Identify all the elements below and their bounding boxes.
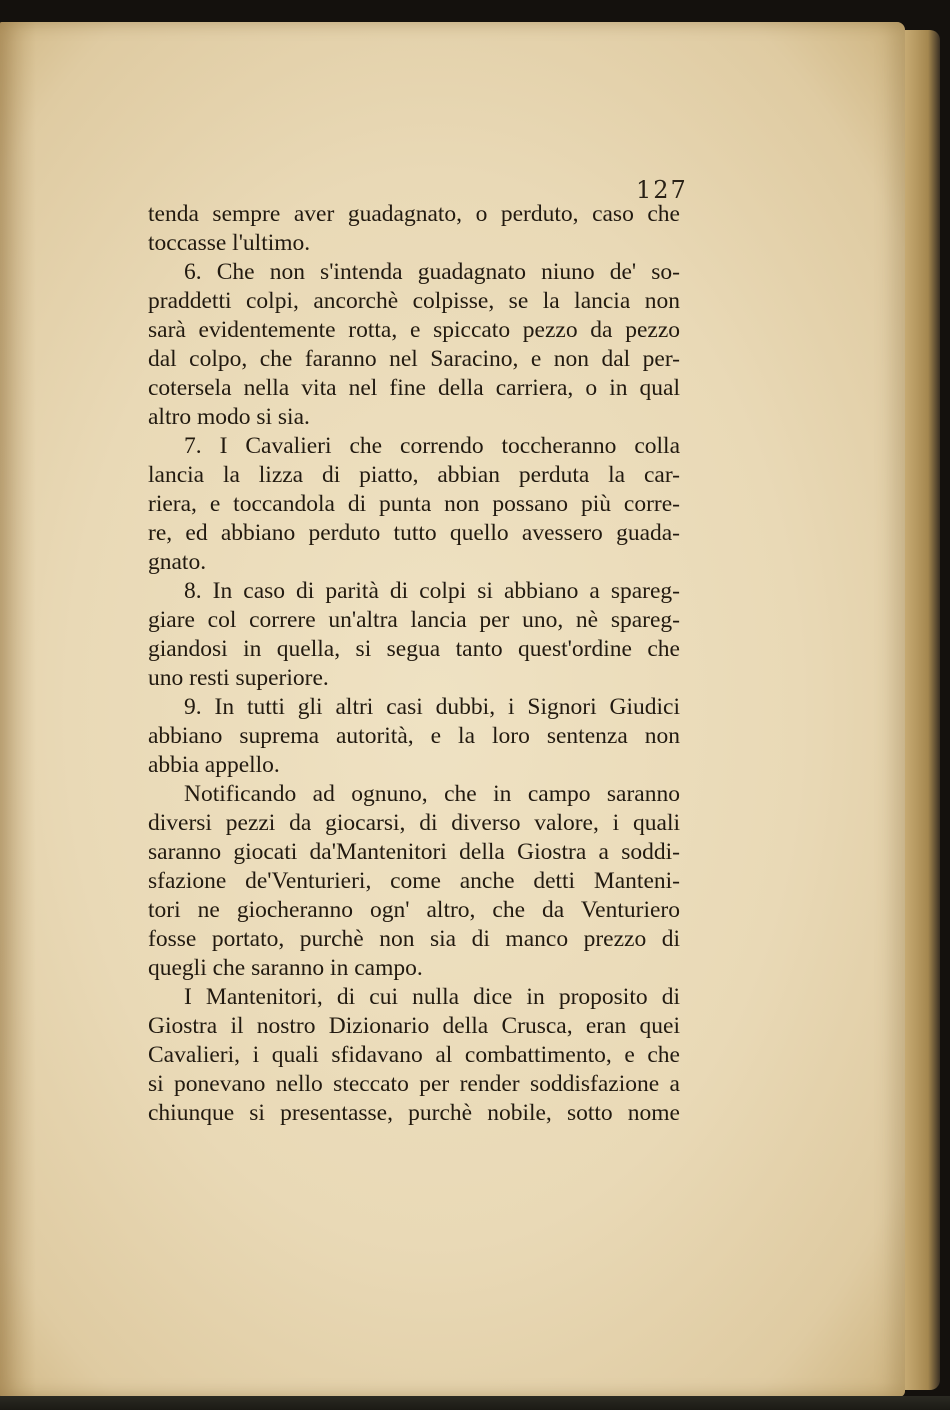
text-line: fosse portato, purchè non sia di manco prezzo di	[148, 926, 680, 952]
text-line: 7. I Cavalieri che correndo toccheranno colla	[184, 433, 680, 459]
page-number: 127	[636, 176, 688, 204]
text-line: sfazione de'Venturieri, come anche detti Manteni-	[148, 868, 680, 894]
text-line: uno resti superiore.	[148, 665, 329, 691]
text-line: altro modo si sia.	[148, 404, 310, 430]
text-line: re, ed abbiano perduto tutto quello avessero guada-	[148, 520, 680, 546]
text-line: Notificando ad ognuno, che in campo saranno	[184, 781, 680, 807]
text-line: dal colpo, che faranno nel Saracino, e non dal per-	[148, 346, 680, 372]
text-line: abbiano suprema autorità, e la loro sentenza non	[148, 723, 680, 749]
text-line: si ponevano nello steccato per render soddisfazione a	[148, 1071, 680, 1097]
text-line: abbia appello.	[148, 752, 280, 778]
body-text	[148, 200, 680, 1128]
text-line: toccasse l'ultimo.	[148, 230, 311, 256]
text-line: lancia la lizza di piatto, abbian perduta la car-	[148, 462, 680, 488]
text-line: riera, e toccandola di punta non possano più corre-	[148, 491, 680, 517]
book-cover-edge	[0, 1396, 950, 1410]
text-line: Cavalieri, i quali sfidavano al combattimento, e che	[148, 1042, 680, 1068]
text-line: sarà evidentemente rotta, e spiccato pezzo da pezzo	[148, 317, 680, 343]
text-line: diversi pezzi da giocarsi, di diverso valore, i quali	[148, 810, 680, 836]
text-line: saranno giocati da'Mantenitori della Giostra a soddi-	[148, 839, 680, 865]
text-line: Giostra il nostro Dizionario della Crusca, eran quei	[148, 1013, 680, 1039]
text-line: chiunque si presentasse, purchè nobile, sotto nome	[148, 1100, 680, 1126]
text-line: giandosi in quella, si segua tanto quest'ordine che	[148, 636, 680, 662]
text-line: gnato.	[148, 549, 207, 575]
text-line: giare col correre un'altra lancia per uno, nè spareg-	[148, 607, 680, 633]
text-line: 9. In tutti gli altri casi dubbi, i Signori Giudici	[184, 694, 680, 720]
text-line: praddetti colpi, ancorchè colpisse, se la lancia non	[148, 288, 680, 314]
text-line: 8. In caso di parità di colpi si abbiano a spareg-	[184, 578, 680, 604]
page-edges	[900, 30, 940, 1390]
text-line: tori ne giocheranno ogn' altro, che da Venturiero	[148, 897, 680, 923]
text-line: I Mantenitori, di cui nulla dice in proposito di	[184, 984, 680, 1010]
spine-shadow	[0, 22, 36, 1397]
text-line: 6. Che non s'intenda guadagnato niuno de' so-	[184, 259, 680, 285]
text-line: tenda sempre aver guadagnato, o perduto, caso che	[148, 201, 680, 227]
text-line: quegli che saranno in campo.	[148, 955, 423, 981]
text-line: cotersela nella vita nel fine della carriera, o in qual	[148, 375, 680, 401]
